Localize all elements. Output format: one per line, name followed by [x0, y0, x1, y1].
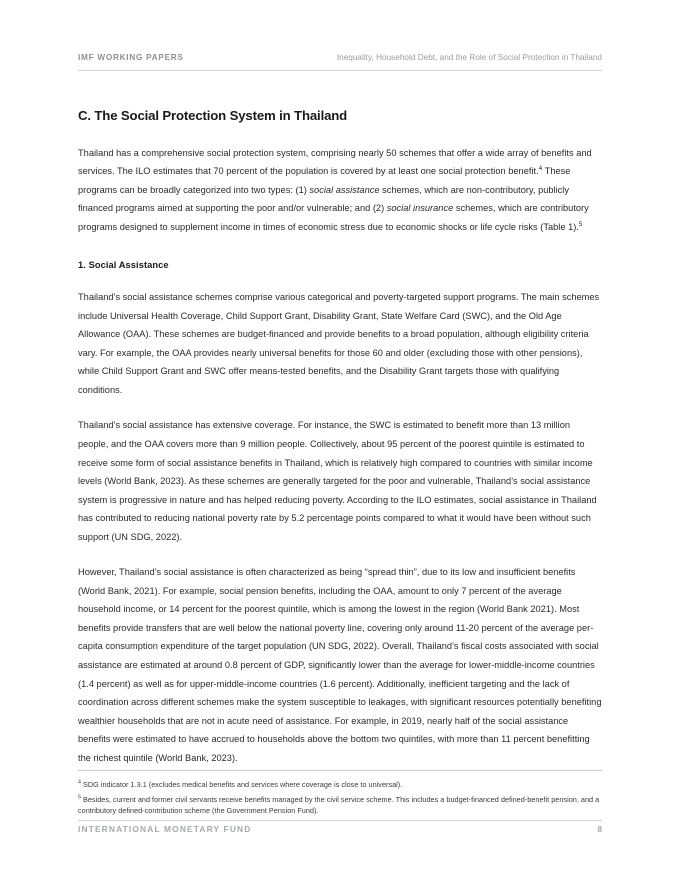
page-number: 8 [597, 824, 602, 834]
publication-series-label: IMF WORKING PAPERS [78, 53, 184, 62]
running-header [78, 53, 602, 62]
paragraph-schemes: Thailand’s social assistance schemes comprise various categorical and poverty-targeted support programs. The main schemes include Universal Health Coverage, Child Support Grant, Disability Grant, State Welfare Card (SWC), and the Old Age Allowance (OAA). These schemes are budget-financed and provide benefits to a broad population, although eligibility criteria vary. For example, the OAA provides nearly universal benefits for those 60 and older (excluding those with other pensions), while Child Support Grant and SWC offer means-tested benefits, and the Disability Grant targets those with qualifying conditions. [78, 292, 600, 395]
footnote-divider [78, 770, 602, 771]
term-social-assistance: social assistance [309, 184, 380, 195]
institution-label: INTERNATIONAL MONETARY FUND [78, 824, 252, 834]
footnotes-section [78, 770, 602, 817]
footnote-marker-4[interactable]: 4 [538, 165, 543, 173]
paragraph-intro-text-4: schemes, which are contributory programs designed to supplement income in times of economic stress due to economic shocks or life cycle risks (Table 1). [78, 203, 589, 233]
header-divider [78, 70, 602, 71]
term-social-insurance: social insurance [386, 203, 454, 214]
page-title: C. The Social Protection System in Thailand [78, 108, 348, 123]
footnote-text: SDG indicator 1.3.1 (excludes medical benefits and services where coverage is close to universal). [80, 780, 403, 789]
footnote-item [78, 779, 602, 790]
page-footer [78, 824, 602, 834]
footnote-marker-5[interactable]: 5 [578, 220, 583, 228]
paragraph-limitations: However, Thailand’s social assistance is often characterized as being “spread thin”, due to its low and insufficient benefits (World Bank, 2021). For example, social pension benefits, including the OAA, amount to only 7 percent of the average household income, or 14 percent for the poorest quintile, which is among the lowest in the region (World Bank 2021). Most benefits provide transfers that are well below the national poverty line, covering only around 11-20 percent of the average per-capita consumption expenditure of the target population (UN SDG, 2022). Overall, Thailand’s fiscal costs associated with social assistance are estimated at around 0.8 percent of GDP, significantly lower than the average for lower-middle-income countries (1.4 percent) as well as for upper-middle-income countries (1.6 percent). Additionally, inefficient targeting and the lack of coordination across different schemes make the system susceptible to leakages, with significant resources potentially benefiting wealthier households that are not in acute need of assistance. For example, in 2019, nearly half of the social assistance benefits were estimated to have accrued to households above the bottom two quintiles, with more than 11 percent benefitting the richest quintile (World Bank, 2023). [78, 567, 602, 763]
running-title: Inequality, Household Debt, and the Role of Social Protection in Thailand [336, 53, 602, 62]
paragraph-intro-text-2: These programs can be broadly categorized into two types: (1) [78, 166, 571, 195]
paragraph-intro-text-1: Thailand has a comprehensive social protection system, comprising nearly 50 schemes that offer a wide array of benefits and services. The ILO estimates that 70 percent of the population is covered by at least one social protection benefit. [78, 147, 592, 177]
footnote-number-5: 5 [78, 794, 81, 801]
footnote-number-4: 4 [78, 779, 81, 786]
footnote-text: Besides, current and former civil servants receive benefits managed by the civil service scheme. This includes a budget-financed defined-benefit pension, and a contributory defined-contribution scheme (the Government Pension Fund). [78, 795, 600, 816]
document-body [78, 108, 602, 767]
paragraph-intro-text-3: schemes, which are non-contributory, publicly financed programs aimed at supporting the poor and/or vulnerable; and (2) [78, 184, 569, 214]
paragraph-intro [78, 144, 602, 237]
subsection-heading-social-assistance: 1. Social Assistance [78, 259, 169, 270]
footer-divider [78, 820, 602, 821]
footnote-item [78, 794, 602, 816]
paragraph-coverage: Thailand’s social assistance has extensive coverage. For instance, the SWC is estimated to benefit more than 13 million people, and the OAA covers more than 9 million people. Collectively, about 95 percent of the poorest quintile is estimated to receive some form of social assistance benefits in Thailand, which is relatively high compared to countries with similar income levels (World Bank, 2023). As these schemes are generally targeted for the poor and vulnerable, Thailand’s social assistance system is progressive in nature and has helped reducing poverty. According to the ILO estimates, social assistance in Thailand has contributed to reducing national poverty rate by 5.2 percentage points compared to what it would have been without such support (UN SDG, 2022). [78, 420, 597, 542]
